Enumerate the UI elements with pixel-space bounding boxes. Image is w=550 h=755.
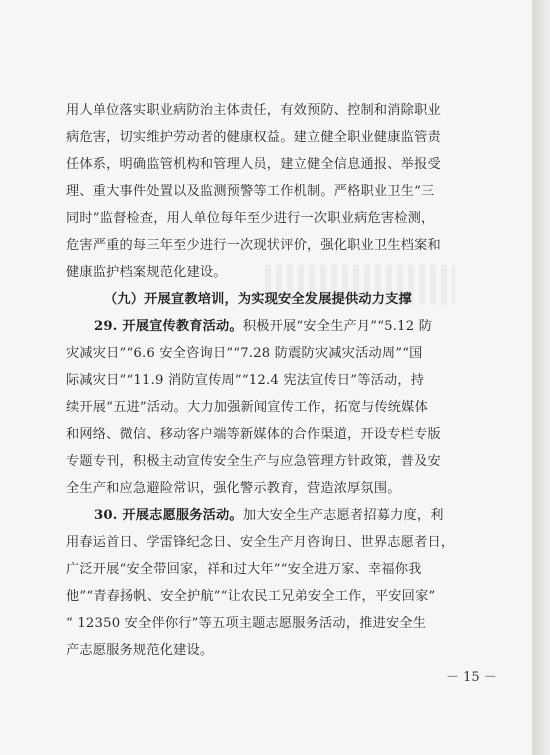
page-number: － 15 － <box>446 670 497 685</box>
item-30-line-4: 他”“青春扬帆、安全护航”“让农民工兄弟安全工作，平安回家” <box>66 589 436 604</box>
item-30-line-6: 产志愿服务规范化建设。 <box>66 643 214 658</box>
item-29-first-line-text: 积极开展“安全生产月”“5.12 防 <box>242 319 433 334</box>
paragraph-1-line-5: 同时”监督检查，用人单位每年至少进行一次职业病危害检测， <box>66 211 435 226</box>
paragraph-1-line-7: 健康监护档案规范化建设。 <box>66 265 227 280</box>
item-29-line-3: 际减灾日”“11.9 消防宣传周”“12.4 宪法宣传日”等活动，持 <box>66 373 425 388</box>
item-30-line-3: 广泛开展“安全带回家，祥和过大年”“安全进万家、幸福你我 <box>66 562 422 577</box>
scan-edge <box>532 0 550 755</box>
item-30-first-line <box>94 506 444 526</box>
item-30-line-5: “ 12350 安全伴你行”等五项主题志愿服务活动，推进安全生 <box>66 616 427 631</box>
item-29-line-5: 和网络、微信、移动客户端等新媒体的合作渠道，开设专栏专版 <box>66 427 441 442</box>
item-29-line-7: 全生产和应急避险常识，强化警示教育，营造浓厚氛围。 <box>66 481 401 496</box>
item-30-label: 30. 开展志愿服务活动。 <box>94 508 243 523</box>
paragraph-1-line-6: 危害严重的每三年至少进行一次现状评价，强化职业卫生档案和 <box>66 238 441 253</box>
paragraph-1-line-3: 任体系，明确监管机构和管理人员，建立健全信息通报、举报受 <box>66 157 441 172</box>
section-heading: （九）开展宣教培训，为实现安全发展提供动力支撑 <box>104 292 412 307</box>
item-29-line-6: 专题专刊，积极主动宣传安全生产与应急管理方针政策，普及安 <box>66 454 441 469</box>
item-29-first-line <box>94 317 432 337</box>
item-29-line-2: 灾减灾日”“6.6 安全咨询日”“7.28 防震防灾减灾活动周”“国 <box>66 346 423 361</box>
paragraph-1-line-1: 用人单位落实职业病防治主体责任，有效预防、控制和消除职业 <box>66 103 441 118</box>
item-30-first-line-text: 加大安全生产志愿者招募力度，利 <box>242 508 444 523</box>
item-29-line-4: 续开展“五进”活动。大力加强新闻宣传工作，拓宽与传统媒体 <box>66 400 428 415</box>
paragraph-1-line-4: 理、重大事件处置以及监测预警等工作机制。严格职业卫生“三 <box>66 184 435 199</box>
paragraph-1-line-2: 病危害，切实维护劳动者的健康权益。建立健全职业健康监管责 <box>66 130 441 145</box>
item-30-line-2: 用春运首日、学雷锋纪念日、安全生产月咨询日、世界志愿者日， <box>66 535 455 550</box>
item-29-label: 29. 开展宣传教育活动。 <box>94 319 243 334</box>
